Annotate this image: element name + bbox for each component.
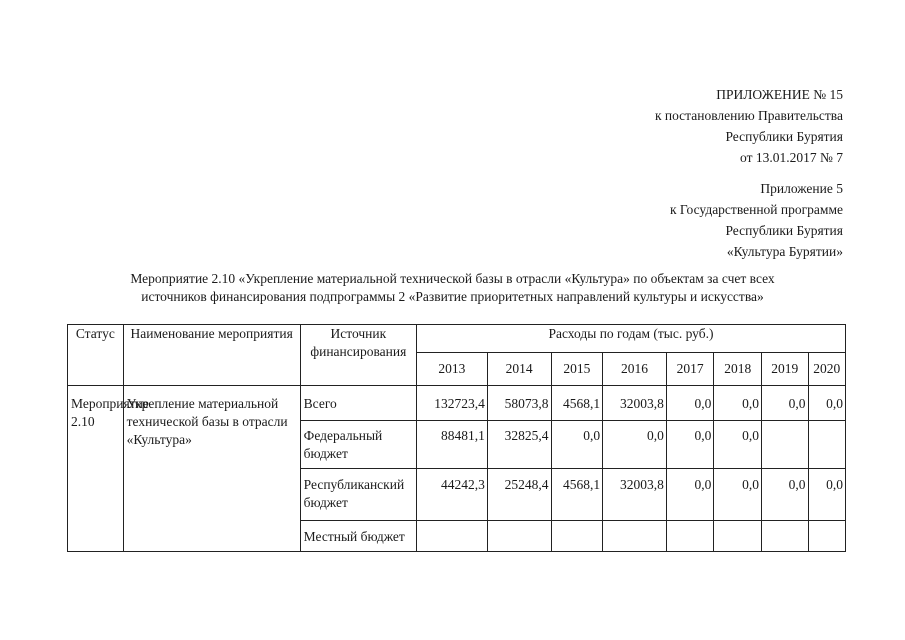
status-cell: Мероприятие 2.10 xyxy=(68,386,124,552)
source-cell: Федеральный бюджет xyxy=(300,421,416,469)
program-appendix-line: к Государственной программе xyxy=(669,202,843,217)
value-cell: 58073,8 xyxy=(487,386,551,421)
funding-table xyxy=(67,324,846,552)
value-cell: 0,0 xyxy=(808,386,846,421)
appendix-date: от 13.01.2017 № 7 xyxy=(740,150,843,165)
year-header: 2015 xyxy=(551,353,603,386)
value-cell: 0,0 xyxy=(714,386,762,421)
value-cell xyxy=(714,521,762,552)
value-cell: 0,0 xyxy=(808,469,846,521)
value-cell: 4568,1 xyxy=(551,469,603,521)
value-cell xyxy=(761,521,808,552)
program-appendix-line: Республики Бурятия xyxy=(725,223,843,238)
appendix-header xyxy=(655,84,843,168)
value-cell: 132723,4 xyxy=(417,386,488,421)
column-header-source: Источник финансирования xyxy=(300,325,416,386)
value-cell: 44242,3 xyxy=(417,469,488,521)
value-cell: 0,0 xyxy=(761,469,808,521)
column-header-expenses: Расходы по годам (тыс. руб.) xyxy=(417,325,846,353)
year-header: 2017 xyxy=(666,353,714,386)
value-cell: 0,0 xyxy=(603,421,667,469)
source-cell: Республиканский бюджет xyxy=(300,469,416,521)
value-cell: 0,0 xyxy=(714,421,762,469)
value-cell: 0,0 xyxy=(761,386,808,421)
value-cell xyxy=(761,421,808,469)
value-cell xyxy=(551,521,603,552)
document-heading xyxy=(60,270,845,306)
year-header: 2016 xyxy=(603,353,667,386)
value-cell: 32003,8 xyxy=(603,469,667,521)
source-cell: Всего xyxy=(300,386,416,421)
appendix-line: к постановлению Правительства xyxy=(654,108,843,123)
year-header: 2020 xyxy=(808,353,846,386)
program-appendix-line: «Культура Бурятии» xyxy=(726,244,843,259)
value-cell: 4568,1 xyxy=(551,386,603,421)
value-cell xyxy=(603,521,667,552)
value-cell: 25248,4 xyxy=(487,469,551,521)
heading-line: источников финансирования подпрограммы 2 «Развитие приоритетных направлений культуры и искусства» xyxy=(141,289,764,304)
heading-line: Мероприятие 2.10 «Укрепление материальной технической базы в отрасли «Культура» по объектам за счет всех xyxy=(130,271,775,286)
program-appendix-title: Приложение 5 xyxy=(760,181,843,196)
year-header: 2013 xyxy=(417,353,488,386)
column-header-name: Наименование мероприятия xyxy=(123,325,300,386)
value-cell: 0,0 xyxy=(666,421,714,469)
measure-name-cell: Укрепление материальной технической базы в отрасли «Культура» xyxy=(123,386,300,552)
value-cell: 32825,4 xyxy=(487,421,551,469)
value-cell: 0,0 xyxy=(666,469,714,521)
value-cell xyxy=(417,521,488,552)
program-appendix-header xyxy=(670,178,843,262)
table-row xyxy=(68,386,846,421)
value-cell: 0,0 xyxy=(714,469,762,521)
appendix-line: Республики Бурятия xyxy=(725,129,843,144)
column-header-status: Статус xyxy=(68,325,124,386)
value-cell xyxy=(487,521,551,552)
value-cell: 88481,1 xyxy=(417,421,488,469)
year-header: 2018 xyxy=(714,353,762,386)
value-cell xyxy=(808,521,846,552)
year-header: 2019 xyxy=(761,353,808,386)
value-cell xyxy=(808,421,846,469)
source-cell: Местный бюджет xyxy=(300,521,416,552)
value-cell xyxy=(666,521,714,552)
year-header: 2014 xyxy=(487,353,551,386)
appendix-title: ПРИЛОЖЕНИЕ № 15 xyxy=(716,87,843,102)
value-cell: 32003,8 xyxy=(603,386,667,421)
value-cell: 0,0 xyxy=(551,421,603,469)
value-cell: 0,0 xyxy=(666,386,714,421)
